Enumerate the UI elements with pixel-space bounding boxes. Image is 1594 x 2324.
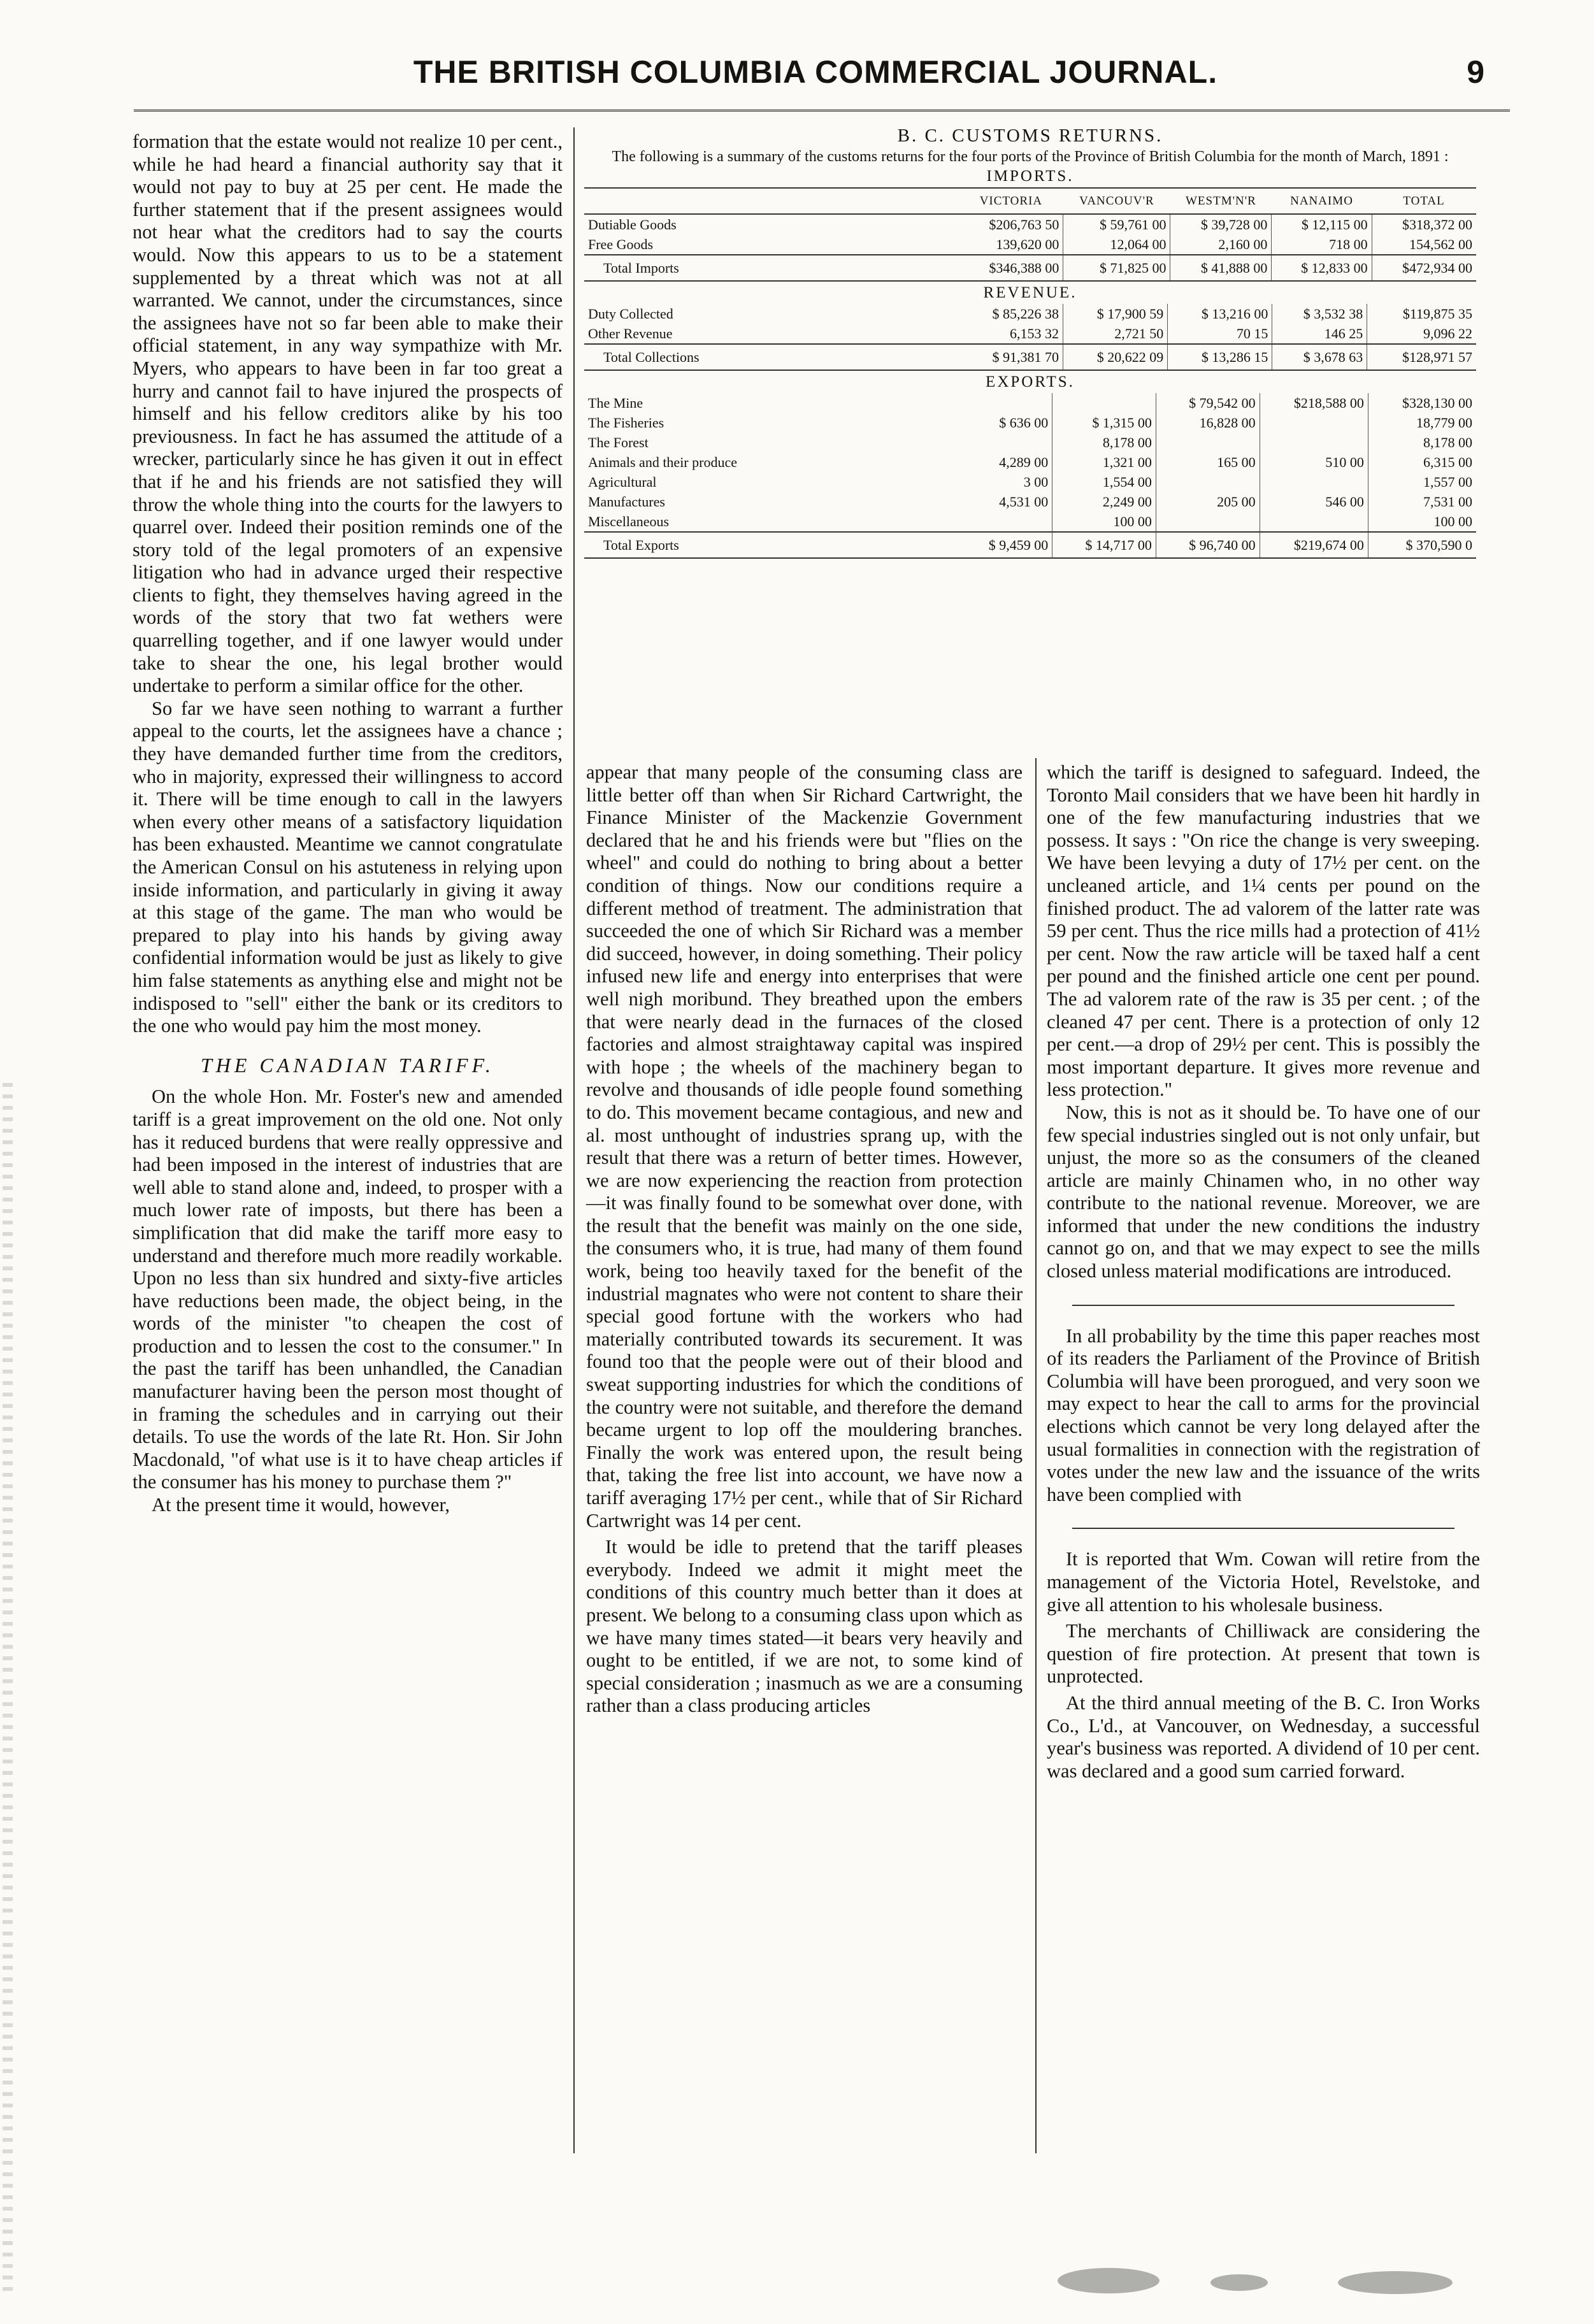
table-row: Animals and their produce 4,289 00 1,321 00 165 00 510 00 6,315 00	[584, 452, 1476, 472]
paragraph: At the third annual meeting of the B. C. Iron Works Co., L'd., at Vancouver, on Wednesday, a successful year's business was reported. A dividend of 10 per cent. was declared and a good sum carried forward.	[1047, 1691, 1480, 1782]
paragraph: appear that many people of the consuming class are little better off than when Sir Richard Cartwright, the Finance Minister of the Mackenzie Government declared that he and his friends were but "flies on the wheel" and could do nothing to bring about a better condition of things. Now our conditions require a different method of treatment. The administration that succeeded the one of which Sir Richard was a member did succeed, however, in doing something. Their policy infused new life and energy into enterprises that were well nigh moribund. They breathed upon the embers that were nearly dead in the furnaces of the closed factories and almost straightaway capital was inspired with hope ; the wheels of the machinery began to revolve and thousands of idle people found something to do. This movement became contagious, and new and al. most unthought of industries sprang up, with the result that there was a return of better times. However, we are now experiencing the reaction from protection—it was finally found to be somewhat over done, with the result that the benefit was mainly on the one side, the consumers who, it is true, had many of them found work, being too heavily taxed for the benefit of the industrial magnates who were not content to share their special good fortune with the workers who had materially contributed towards its securement. It was found too that the people were out of their blood and sweat supporting industries for which the conditions of the country were not suitable, and therefore the demand became urgent to lop off the mouldering branches. Finally the work was entered upon, the result being that, taking the free list into account, we have now a tariff averaging 17½ per cent., while that of Sir Richard Cartwright was 14 per cent.	[586, 761, 1023, 1531]
page-number: 9	[1467, 54, 1484, 90]
revenue-heading: REVENUE.	[983, 284, 1077, 301]
total-row: Total Exports $ 9,459 00 $ 14,717 00 $ 96,740 00 $219,674 00 $ 370,590 0	[584, 532, 1476, 558]
table-row: The Forest 8,178 00 8,178 00	[584, 433, 1476, 452]
section-title: THE CANADIAN TARIFF.	[200, 1053, 495, 1077]
customs-returns	[584, 127, 1476, 559]
table-row: The Fisheries $ 636 00 $ 1,315 00 16,828 00 18,779 00	[584, 413, 1476, 433]
paragraph: The merchants of Chilliwack are considering the question of fire protection. At present that town is unprotected.	[1047, 1620, 1480, 1688]
table-row: Duty Collected $ 85,226 38 $ 17,900 59 $ 13,216 00 $ 3,532 38 $119,875 35	[584, 304, 1476, 324]
ink-blot	[1210, 2274, 1268, 2291]
column-divider	[573, 127, 575, 2153]
divider	[1072, 1528, 1454, 1529]
journal-title: THE BRITISH COLUMBIA COMMERCIAL JOURNAL.	[413, 54, 1218, 90]
revenue-table	[584, 304, 1476, 371]
table-row: Dutiable Goods $206,763 50 $ 59,761 00 $ 39,728 00 $ 12,115 00 $318,372 00	[584, 214, 1476, 234]
customs-title: B. C. CUSTOMS RETURNS.	[897, 126, 1163, 146]
paragraph: which the tariff is designed to safeguard. Indeed, the Toronto Mail considers that we have been hit hardly in one of the few manufacturing industries that we possess. It says : "On rice the change is very sweeping. We have been levying a duty of 17½ per cent. on the uncleaned article, and 1¼ cents per pound on the finished product. The ad valorem of the latter rate was 59 per cent. Thus the rice mills had a protection of 41½ per cent. Now the raw article will be taxed half a cent per pound and the finished article one cent per pound. The ad valorem rate of the raw is 35 per cent. ; of the cleaned 47 per cent. There is a protection of only 12 per cent.—a drop of 29½ per cent. This is possibly the most important departure. It gives more revenue and less protection."	[1047, 761, 1480, 1101]
table-row: Manufactures 4,531 00 2,249 00 205 00 546 00 7,531 00	[584, 492, 1476, 512]
column-header: VICTORIA	[959, 188, 1063, 214]
column-header: VANCOUV'R	[1063, 188, 1170, 214]
scan-edge-mark	[3, 1083, 13, 2293]
column-header: TOTAL	[1372, 188, 1476, 214]
table-row: The Mine $ 79,542 00 $218,588 00 $328,130 00	[584, 393, 1476, 413]
column-3	[1047, 761, 1480, 1782]
paragraph: In all probability by the time this paper reaches most of its readers the Parliament of the Province of British Columbia will have been prorogued, and very soon we may expect to hear the call to arms for the provincial elections which cannot be very long delayed after the usual formalities in connection with the registration of votes under the new law and the issuance of the writs have been complied with	[1047, 1324, 1480, 1505]
paragraph: It is reported that Wm. Cowan will retire from the management of the Victoria Hotel, Revelstoke, and give all attention to his wholesale business.	[1047, 1548, 1480, 1616]
paragraph: On the whole Hon. Mr. Foster's new and amended tariff is a great improvement on the old one. Not only has it reduced burdens that were really oppressive and had been imposed in the interest of industries that are well able to stand alone and, indeed, to prosper with a much lower rate of imposts, but there has been a simplification that did make the tariff more easy to understand and therefore much more readily workable. Upon no less than six hundred and sixty-five articles have reductions been made, the object being, in the words of the minister "to cheapen the cost of production and to lessen the cost to the consumer." In the past the tariff has been unhandled, the Canadian manufacturer having been the person most thought of in framing the schedules and in carrying out their details. To use the words of the late Rt. Hon. Sir John Macdonald, "of what use is it to have cheap articles if the consumer has his money to purchase them ?"	[133, 1086, 563, 1493]
masthead	[147, 54, 1484, 104]
table-row: Free Goods 139,620 00 12,064 00 2,160 00 718 00 154,562 00	[584, 234, 1476, 255]
total-row: Total Imports $346,388 00 $ 71,825 00 $ 41,888 00 $ 12,833 00 $472,934 00	[584, 255, 1476, 281]
imports-table	[584, 187, 1476, 282]
column-2	[586, 761, 1023, 1718]
divider	[1072, 1305, 1454, 1306]
header-rule	[134, 110, 1510, 111]
paragraph: At the present time it would, however,	[152, 1494, 450, 1516]
exports-heading: EXPORTS.	[986, 373, 1075, 391]
table-row: Miscellaneous 100 00 100 00	[584, 512, 1476, 532]
ink-blot	[1058, 2268, 1160, 2293]
table-row: Other Revenue 6,153 32 2,721 50 70 15 146 25 9,096 22	[584, 324, 1476, 344]
paragraph: It would be idle to pretend that the tariff pleases everybody. Indeed we admit it might meet the conditions of this country much better than it does at present. We belong to a consuming class upon which as we have many times stated—it bears very heavily and ought to be entitled, if we are not, to some kind of special consideration ; inasmuch as we are a consuming rather than a class producing articles	[586, 1536, 1023, 1717]
customs-intro: The following is a summary of the customs returns for the four ports of the Province of British Columbia for the month of March, 1891 :	[612, 148, 1449, 165]
paragraph: Now, this is not as it should be. To have one of our few special industries singled out is not only unfair, but unjust, the more so as the consumers of the cleaned article are mainly Chinamen who, in no other way contribute to the national revenue. Moreover, we are informed that under the new conditions the industry cannot go on, and that we may expect to see the mills closed unless material modifications are introduced.	[1047, 1101, 1480, 1282]
total-row: Total Collections $ 91,381 70 $ 20,622 09 $ 13,286 15 $ 3,678 63 $128,971 57	[584, 344, 1476, 370]
paragraph: formation that the estate would not realize 10 per cent., while he had heard a financial authority say that it would not pay to buy at 25 per cent. He made the further statement that if the present assignees would not hear what the creditors had to say the courts would. Now this appears to us to be a statement supplemented by a threat which was not at all warranted. We cannot, under the circumstances, since the assignees have not so far been able to make their official statement, in any way sympathize with Mr. Myers, who appears to have been in far too great a hurry and cannot fail to have injured the prospects of himself and his fellow creditors alike by his too previousness. In fact he has assumed the attitude of a wrecker, particularly since he has given it out in effect that if he and his friends are not satisfied they will throw the whole thing into the courts for the lawyers to quarrel over. Indeed their position reminds one of the story told of the legal promoters of an expensive litigation who had in advance urged their respective clients to fight, they themselves having agreed in the words of the story that two fat wethers were quarrelling together, and if one lawyer would under take to shear the one, his legal brother would undertake to perform a similar office for the other.	[133, 131, 563, 697]
column-header: WESTM'N'R	[1170, 188, 1272, 214]
column-divider	[1035, 758, 1037, 2153]
imports-heading: IMPORTS.	[986, 168, 1074, 185]
column-1	[133, 131, 563, 1517]
exports-table	[584, 393, 1476, 559]
ink-blot	[1338, 2271, 1453, 2294]
paragraph: So far we have seen nothing to warrant a further appeal to the courts, let the assignees have a chance ; they have demanded further time from the creditors, who in majority, expressed their willingness to accord it. There will be time enough to call in the lawyers when every other means of a satisfactory liquidation has been exhausted. Meantime we cannot congratulate the American Consul on his astuteness in relying upon inside information, and particularly in giving it away at this stage of the game. The man who would be prepared to play into his hands by giving away confidential information would be just as likely to give him false statements as anything else and might not be indisposed to "sell" either the bank or its creditors to the one who would pay him the most money.	[133, 697, 563, 1037]
table-row: Agricultural 3 00 1,554 00 1,557 00	[584, 472, 1476, 492]
column-header: NANAIMO	[1272, 188, 1372, 214]
